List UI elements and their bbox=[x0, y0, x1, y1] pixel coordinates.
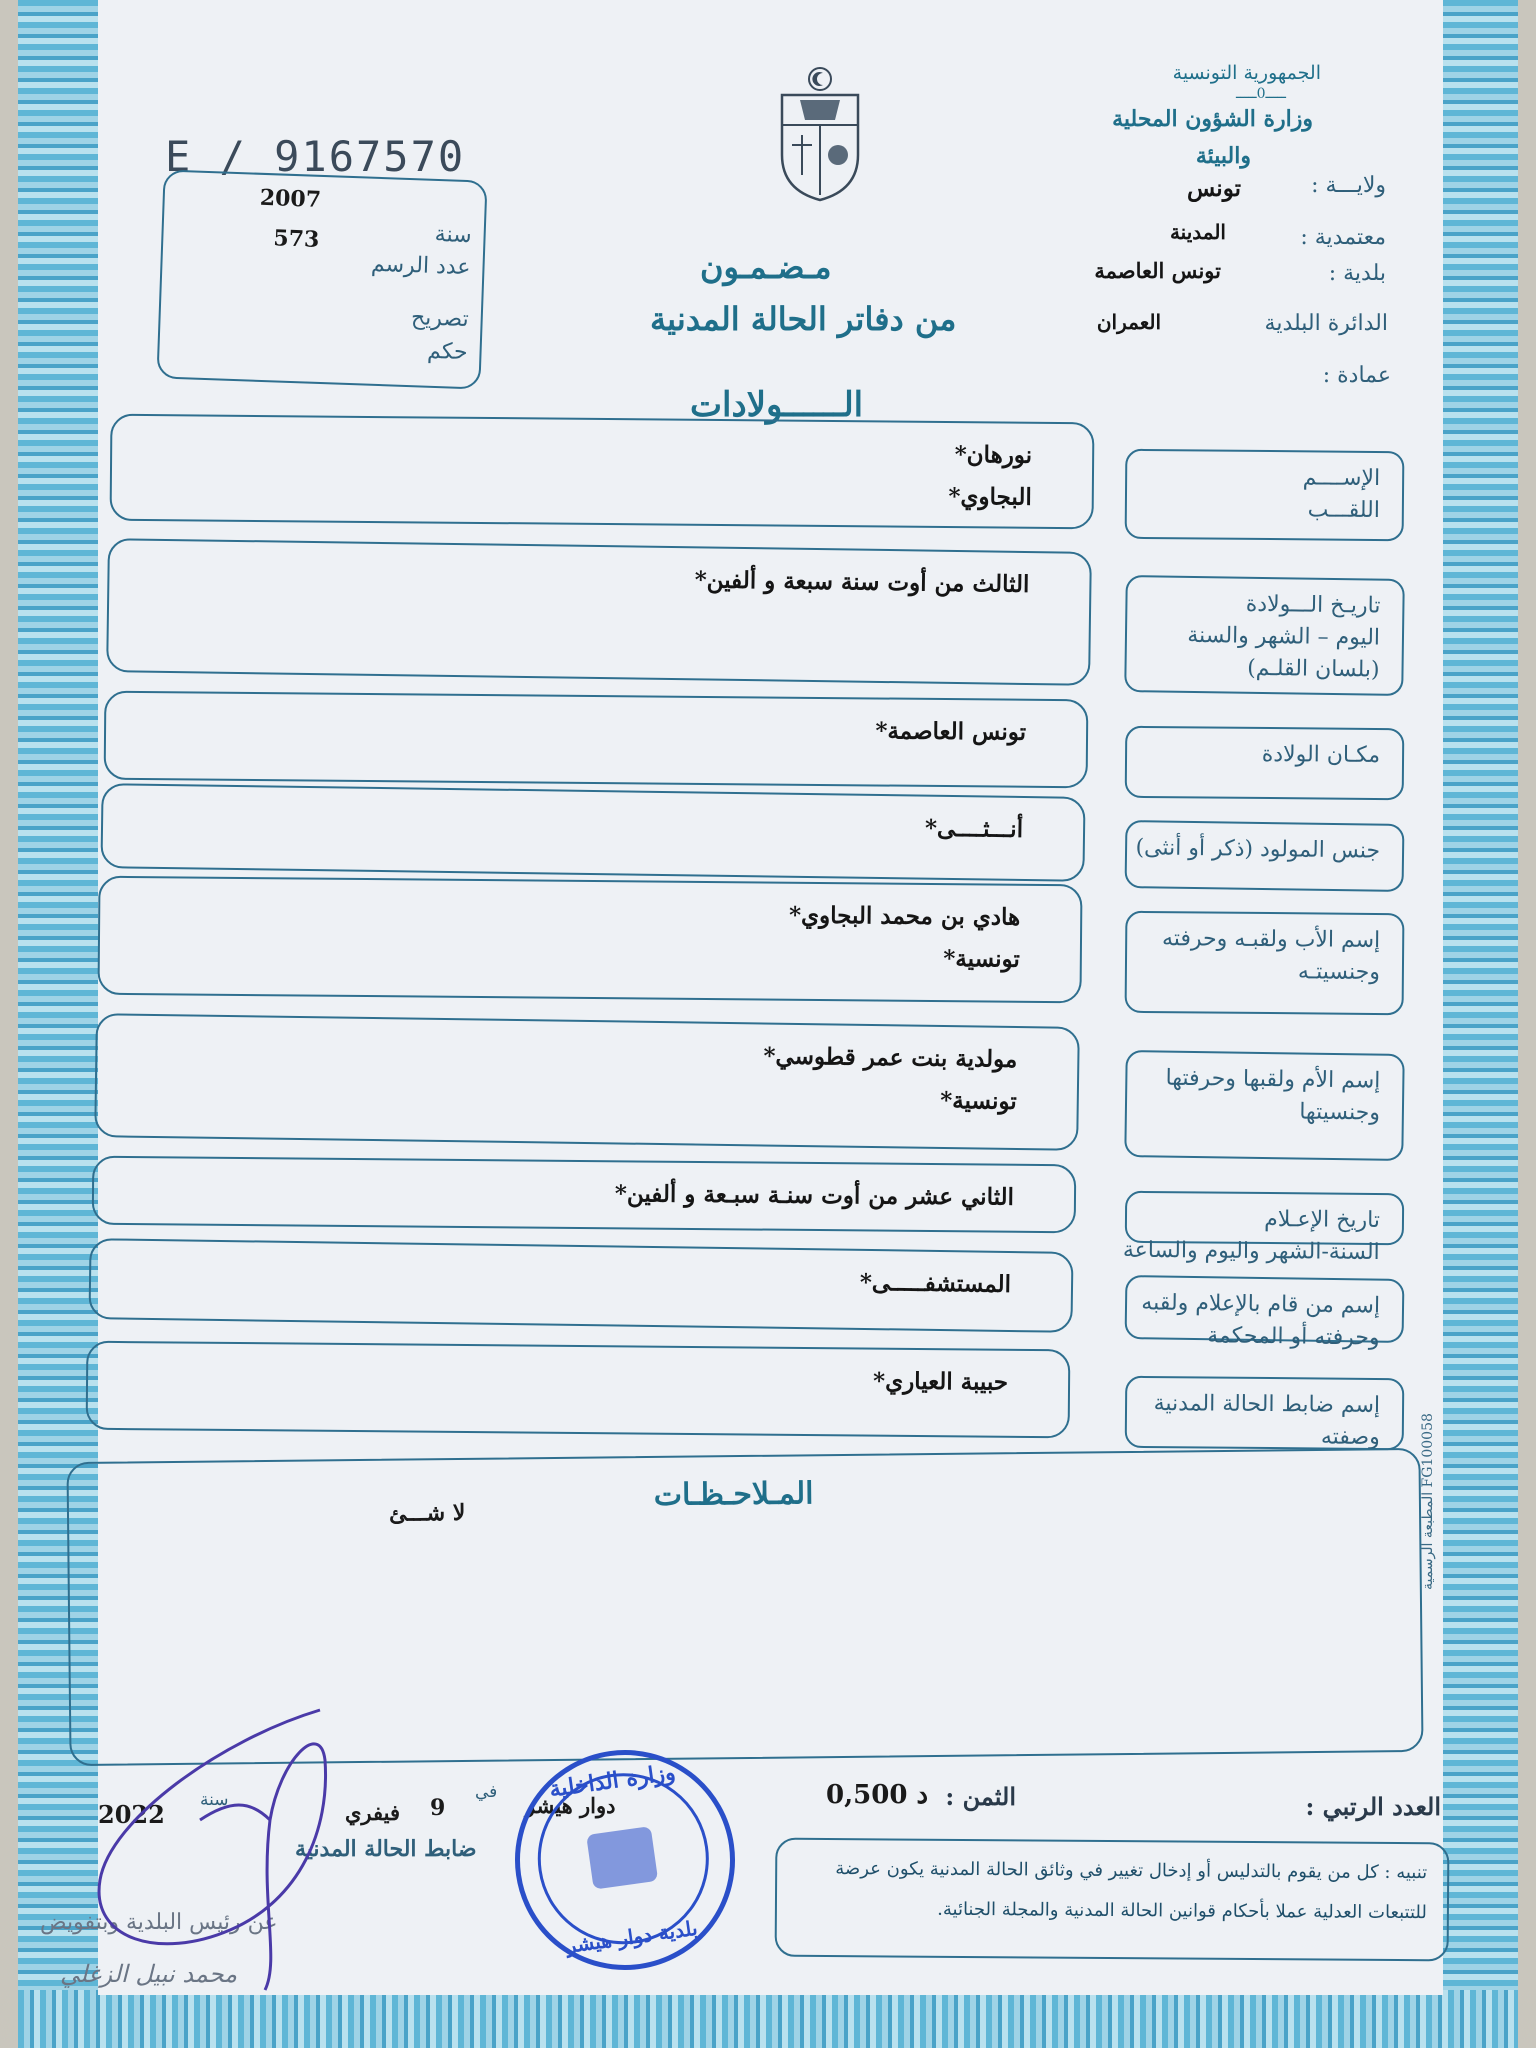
header-separator: ـــــ0ـــــ bbox=[1236, 86, 1286, 102]
officer-title: ضابط الحالة المدنية bbox=[295, 1836, 477, 1862]
handwritten-signature-icon bbox=[80, 1700, 440, 2000]
row-value-box bbox=[88, 1238, 1073, 1333]
row-label: تاريـخ الـــولادة bbox=[1245, 591, 1381, 619]
title-line1: مـضـمـون bbox=[700, 248, 832, 286]
row-value: المستشفـــــى* bbox=[859, 1268, 1012, 1299]
year-value: 2007 bbox=[259, 184, 322, 213]
section-title-births: الــــــولادات bbox=[690, 385, 864, 425]
row-label: وجنسيتها bbox=[1299, 1099, 1381, 1126]
municipality-value: تونس العاصمة bbox=[1094, 258, 1221, 283]
year-label: سنة bbox=[434, 221, 473, 249]
signer-line2: محمد نبيل الزغلي bbox=[60, 1960, 238, 1988]
row-label-box bbox=[1125, 1376, 1405, 1450]
wilaya-value: تونس bbox=[1186, 175, 1241, 202]
row-value: تونسية* bbox=[943, 945, 1020, 973]
row-label: وحرفته أو المحكمة bbox=[1207, 1323, 1380, 1351]
in-label: في bbox=[475, 1782, 498, 1802]
row-value-box bbox=[100, 783, 1085, 882]
delegation-value: المدينة bbox=[1169, 220, 1226, 244]
row-label-box bbox=[1124, 1050, 1404, 1161]
row-label: الإســــم bbox=[1302, 465, 1381, 492]
row-value-box bbox=[104, 691, 1089, 789]
row-label: وجنسيتـه bbox=[1297, 959, 1381, 986]
declaration-label: تصريح bbox=[410, 305, 470, 333]
row-value-box bbox=[94, 1013, 1080, 1151]
price-label: الثمن : bbox=[945, 1782, 1016, 1811]
signer-line1: عن رئيس البلدية وبتفويض bbox=[40, 1910, 278, 1935]
warning-box bbox=[775, 1838, 1450, 1962]
row-value: مولدية بنت عمر قطوسي* bbox=[763, 1042, 1018, 1074]
remarks-value: لا شـــئ bbox=[388, 1499, 466, 1527]
row-value-box bbox=[106, 538, 1092, 686]
issue-year-label: سنة bbox=[200, 1790, 229, 1810]
row-label: مكـان الولادة bbox=[1261, 741, 1381, 769]
judgment-label: حكم bbox=[426, 338, 468, 366]
row-label: جنس المولود (ذكر أو أنثى) bbox=[1135, 835, 1381, 864]
wilaya-label: ولايـــة : bbox=[1311, 173, 1386, 198]
omda-label: عمادة : bbox=[1322, 363, 1391, 388]
order-number-label: العدد الرتبي : bbox=[1305, 1792, 1441, 1821]
row-value-box bbox=[97, 876, 1082, 1004]
row-label: إسم من قام بالإعلام ولقبه bbox=[1141, 1290, 1381, 1319]
row-label: إسم الأم ولقبها وحرفتها bbox=[1165, 1065, 1381, 1094]
number-value: 573 bbox=[272, 225, 320, 253]
row-value: حبيبة العياري* bbox=[872, 1367, 1009, 1396]
issue-month: فيفري bbox=[345, 1800, 401, 1825]
print-code: المطبعة الرسمية FG100058 bbox=[1420, 1413, 1436, 1590]
row-label: إسم ضابط الحالة المدنية bbox=[1153, 1391, 1381, 1419]
title-line2: من دفاتر الحالة المدنية bbox=[650, 300, 957, 338]
ministry-label: وزارة الشؤون المحلية bbox=[1112, 106, 1313, 132]
municipality-label: بلدية : bbox=[1328, 261, 1386, 286]
row-label-box bbox=[1125, 726, 1405, 800]
row-label-box bbox=[1125, 911, 1405, 1015]
row-value: أنـــثــــى* bbox=[924, 814, 1024, 844]
number-label: عدد الرسم bbox=[370, 251, 471, 281]
row-value-box bbox=[86, 1341, 1071, 1439]
issue-year: 2022 bbox=[98, 1800, 165, 1829]
stamp-bottom-text: بلدية دوار هيشر bbox=[564, 1915, 699, 1958]
republic-label: الجمهورية التونسية bbox=[1172, 62, 1321, 84]
delegation-label: معتمدية : bbox=[1300, 225, 1386, 250]
price-value: 0,500 د bbox=[826, 1780, 929, 1810]
row-value-box bbox=[92, 1156, 1077, 1234]
registration-box bbox=[156, 169, 487, 389]
issue-place: دوار هيشر bbox=[525, 1793, 616, 1818]
row-value: هادي بن محمد البجاوي* bbox=[788, 901, 1021, 931]
warning-line2: للتتبعات العدلية عملا بأحكام قوانين الحالة المدنية والمجلة الجنائية. bbox=[937, 1898, 1427, 1924]
district-value: العمران bbox=[1096, 310, 1161, 334]
row-label: تاريخ الإعـلام bbox=[1264, 1206, 1381, 1234]
row-label: اليوم – الشهر والسنة bbox=[1187, 622, 1381, 651]
row-value: تونس العاصمة* bbox=[875, 717, 1027, 746]
row-label: (بلسان القلـم) bbox=[1246, 655, 1380, 683]
row-label: اللقـــب bbox=[1307, 497, 1380, 524]
row-label-box bbox=[1124, 575, 1405, 696]
row-label: إسم الأب ولقبـه وحرفته bbox=[1161, 926, 1381, 954]
row-label-box bbox=[1125, 1275, 1405, 1351]
row-value: تونسية* bbox=[940, 1086, 1017, 1116]
stamp-top-text: وزارة الداخلية bbox=[547, 1759, 678, 1803]
row-value: نورهان* bbox=[954, 441, 1033, 469]
row-value-box bbox=[110, 414, 1095, 530]
serial-number: E / 9167570 bbox=[165, 132, 466, 181]
district-label: الدائرة البلدية bbox=[1264, 311, 1388, 336]
row-label: وصفته bbox=[1320, 1424, 1380, 1451]
ministry-label-2: والبيئة bbox=[1195, 143, 1251, 169]
row-label-box bbox=[1122, 1191, 1404, 1266]
row-label-box bbox=[1125, 449, 1405, 541]
row-value: الثاني عشر من أوت سنـة سبـعة و ألفين* bbox=[614, 1180, 1015, 1211]
warning-line1: تنبيه : كل من يقوم بالتدليس أو إدخال تغيير في وثائق الحالة المدنية يكون عرضة bbox=[835, 1858, 1428, 1884]
tunisia-coat-of-arms-icon bbox=[770, 65, 870, 205]
issue-day: 9 bbox=[430, 1795, 446, 1821]
row-value: البجاوي* bbox=[948, 483, 1032, 511]
row-label: السنة-الشهر واليوم والساعة bbox=[1122, 1237, 1380, 1266]
row-value: الثالث من أوت سنة سبعة و ألفين* bbox=[694, 566, 1030, 599]
remarks-title: المـلاحـظـات bbox=[653, 1476, 814, 1513]
row-label-box bbox=[1125, 820, 1405, 892]
